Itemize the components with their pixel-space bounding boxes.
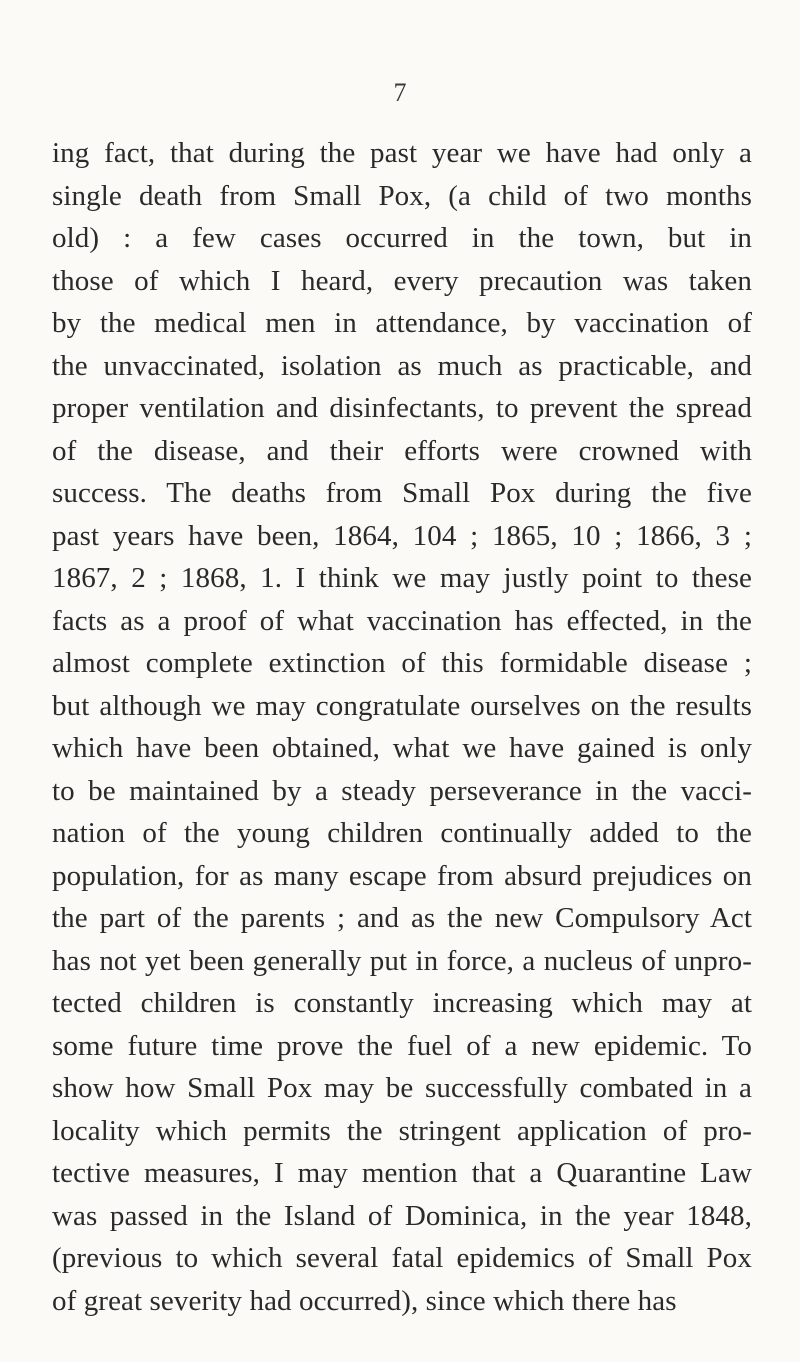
text-line: tected children is constantly increasing which may at — [52, 987, 752, 1019]
text-line: past years have been, 1864, 104 ; 1865, 10 ; 1866, 3 ; — [52, 519, 752, 552]
text-line: those of which I heard, every precaution was taken — [52, 264, 752, 297]
text-line: tective measures, I may mention that a Quarantine Law — [52, 1157, 752, 1189]
text-line: the part of the parents ; and as the new Compulsory Act — [52, 902, 752, 934]
text-line: locality which permits the stringent application of pro- — [52, 1114, 752, 1147]
page-number: 7 — [393, 78, 407, 107]
text-line: was passed in the Island of Dominica, in the year 1848, — [52, 1199, 752, 1232]
text-line: almost complete extinction of this formidable disease ; — [52, 647, 752, 679]
text-line: which have been obtained, what we have gained is only — [52, 732, 752, 764]
text-line: old) : a few cases occurred in the town, but in — [52, 222, 752, 254]
text-line: by the medical men in attendance, by vaccination of — [52, 307, 752, 339]
text-line: ing fact, that during the past year we have had only a — [52, 137, 752, 169]
text-line: to be maintained by a steady perseverance in the vacci- — [52, 774, 752, 807]
text-line: of great severity had occurred), since which there has — [52, 1284, 677, 1317]
text-line: of the disease, and their efforts were crowned with — [52, 434, 752, 467]
text-line: but although we may congratulate ourselves on the results — [52, 689, 752, 722]
text-line: some future time prove the fuel of a new epidemic. To — [52, 1029, 752, 1062]
text-line: (previous to which several fatal epidemics of Small Pox — [52, 1242, 752, 1274]
text-line: the unvaccinated, isolation as much as practicable, and — [52, 349, 752, 382]
text-line: single death from Small Pox, (a child of two months — [52, 179, 752, 212]
body-text — [52, 132, 752, 1322]
text-line: nation of the young children continually added to the — [52, 817, 752, 849]
text-line: show how Small Pox may be successfully combated in a — [52, 1072, 752, 1104]
text-line: population, for as many escape from absurd prejudices on — [52, 859, 752, 892]
text-line: proper ventilation and disinfectants, to prevent the spread — [52, 392, 752, 424]
text-line: 1867, 2 ; 1868, 1. I think we may justly point to these — [52, 562, 752, 594]
text-line: success. The deaths from Small Pox during the five — [52, 477, 752, 509]
text-line: facts as a proof of what vaccination has effected, in the — [52, 604, 752, 637]
text-line: has not yet been generally put in force, a nucleus of unpro- — [52, 944, 752, 977]
